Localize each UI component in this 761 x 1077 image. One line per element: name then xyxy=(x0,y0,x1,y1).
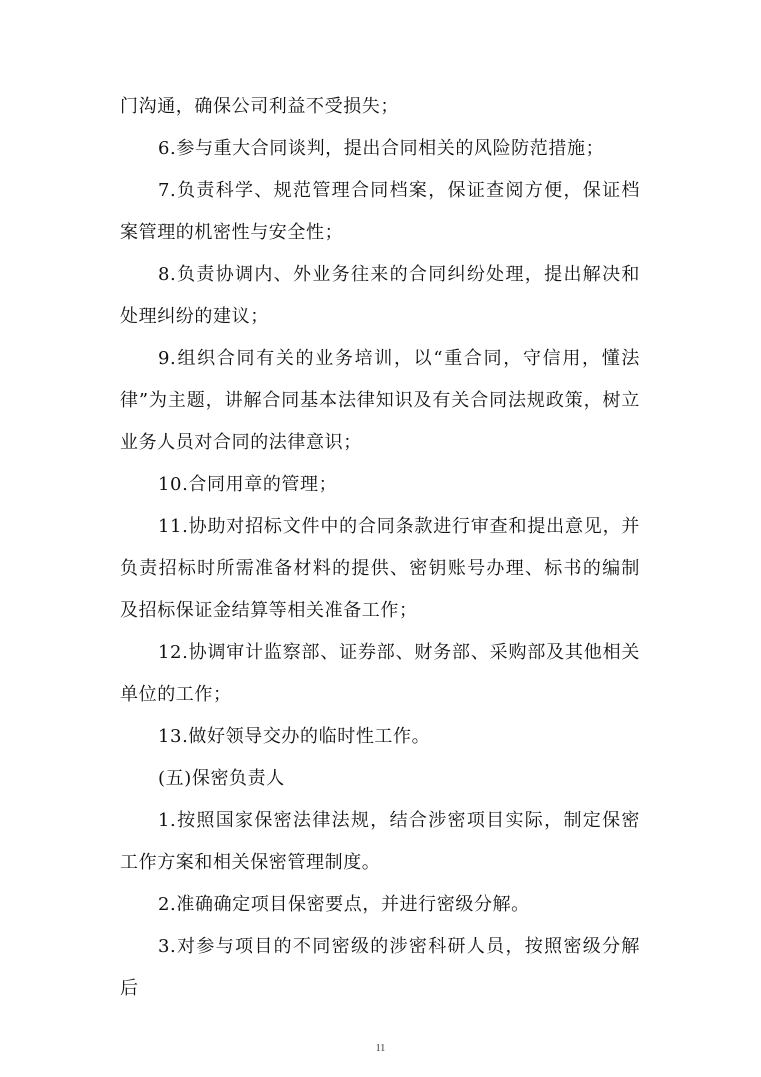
paragraph-confidentiality-1: 1.按照国家保密法律法规，结合涉密项目实际，制定保密工作方案和相关保密管理制度。 xyxy=(120,810,640,873)
paragraph-item-10: 10.合同用章的管理； xyxy=(158,474,338,495)
page-number: 11 xyxy=(375,1043,386,1054)
paragraph-item-9: 9.组织合同有关的业务培训，以“重合同，守信用，懂法律”为主题，讲解合同基本法律知识及有关合同法规政策，树立业务人员对合同的法律意识； xyxy=(120,348,640,453)
paragraph-item-6: 6.参与重大合同谈判，提出合同相关的风险防范措施； xyxy=(158,138,605,159)
paragraph-item-13: 13.做好领导交办的临时性工作。 xyxy=(158,726,431,747)
section-heading-confidentiality-officer: (五)保密负责人 xyxy=(158,768,285,789)
paragraph-item-12: 12.协调审计监察部、证券部、财务部、采购部及其他相关单位的工作； xyxy=(120,642,640,705)
paragraph-item-8: 8.负责协调内、外业务往来的合同纠纷处理，提出解决和处理纠纷的建议； xyxy=(120,264,640,327)
paragraph-confidentiality-3: 3.对参与项目的不同密级的涉密科研人员，按照密级分解后 xyxy=(120,936,640,999)
paragraph-item-11: 11.协助对招标文件中的合同条款进行审查和提出意见，并负责招标时所需准备材料的提供、密钥账号办理、标书的编制及招标保证金结算等相关准备工作； xyxy=(120,516,640,621)
paragraph-confidentiality-2: 2.准确确定项目保密要点，并进行密级分解。 xyxy=(158,894,530,915)
paragraph-continuation: 门沟通，确保公司利益不受损失； xyxy=(120,96,399,117)
document-body xyxy=(120,86,640,1010)
paragraph-item-7: 7.负责科学、规范管理合同档案，保证查阅方便，保证档案管理的机密性与安全性； xyxy=(120,180,640,243)
